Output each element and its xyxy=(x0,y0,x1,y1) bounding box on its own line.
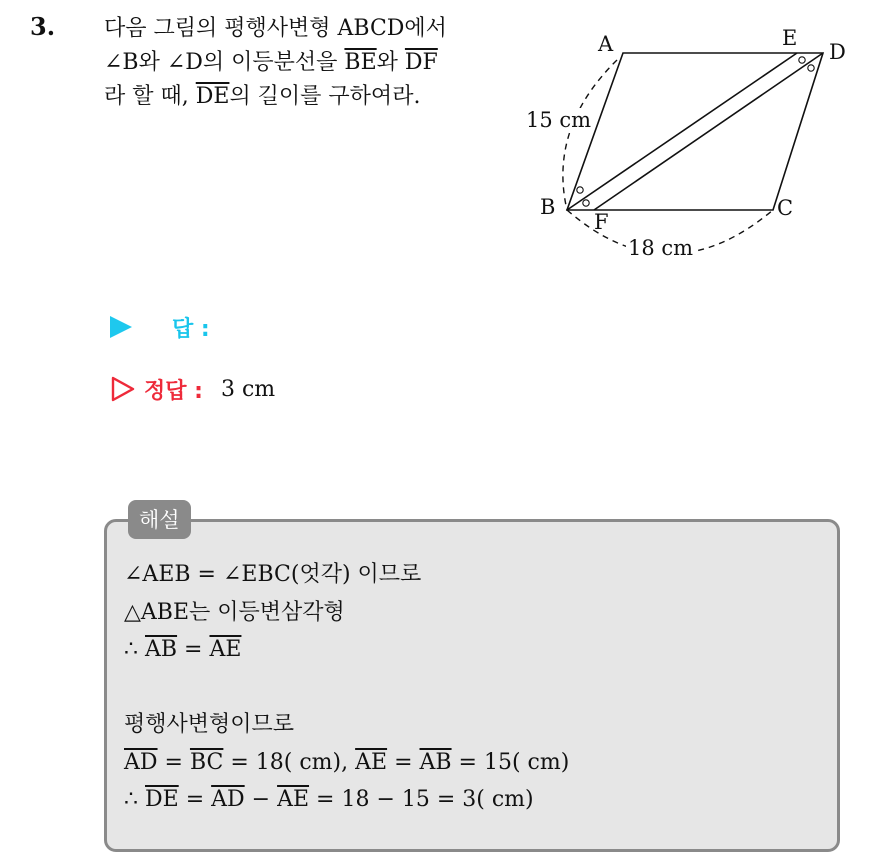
solution-line-2: △ABE는 이등변삼각형 xyxy=(124,599,345,625)
solution-text-span: = xyxy=(157,749,190,775)
correct-answer-value: 3 cm xyxy=(220,376,276,402)
question-line-2 xyxy=(104,46,514,80)
segment-ab: $\overline{AB}$ xyxy=(145,637,178,662)
question-line-1: 다음 그림의 평행사변형 ABCD에서 xyxy=(104,16,447,41)
correct-answer-row xyxy=(110,372,275,406)
solution-blank-line xyxy=(124,669,569,707)
solution-text-span: − xyxy=(244,787,278,812)
solution-text-span: = 15( cm) xyxy=(451,749,570,775)
vertex-b-label: B xyxy=(540,195,556,219)
parallelogram-figure xyxy=(518,18,858,270)
solution-text-span: = xyxy=(387,749,420,775)
solution-text xyxy=(124,556,569,819)
parallelogram-diagram xyxy=(518,18,858,270)
solution-line-5 xyxy=(124,744,569,782)
side-ab-length: 15 cm xyxy=(526,108,592,132)
vertex-d-label: D xyxy=(829,40,846,64)
question-text-span: 라 할 때, xyxy=(104,84,196,109)
question-line-3 xyxy=(104,80,514,114)
solution-text-span: ∴ xyxy=(124,787,145,812)
solution-line-4: 평행사변형이므로 xyxy=(124,712,295,737)
solution-line-1: ∠AEB = ∠EBC(엇각) 이므로 xyxy=(124,562,422,587)
segment-bc: $\overline{BC}$ xyxy=(189,749,224,775)
solution-tab: 해설 xyxy=(128,500,191,539)
angle-mark-d1 xyxy=(799,57,805,63)
outline-arrow-icon xyxy=(110,376,136,402)
solution-text-span: = 18 − 15 = 3( cm) xyxy=(309,787,534,812)
question-number: 3. xyxy=(30,12,56,41)
bisector-df xyxy=(594,53,823,210)
answer-row xyxy=(110,310,210,344)
segment-ab: $\overline{AB}$ xyxy=(419,749,452,775)
play-arrow-icon xyxy=(110,316,132,338)
vertex-a-label: A xyxy=(598,32,614,56)
segment-be: $\overline{BE}$ xyxy=(344,50,377,75)
question-text-span: ∠B와 ∠D의 이등분선을 xyxy=(104,50,345,75)
segment-df: $\overline{DF}$ xyxy=(404,50,438,75)
solution-text-span: ∴ xyxy=(124,637,145,662)
parallelogram-abcd xyxy=(567,53,823,210)
solution-text-span: = xyxy=(178,787,212,812)
solution-text-span: = 18( cm), xyxy=(223,749,356,775)
answer-label: 답 : xyxy=(172,316,210,342)
segment-de: $\overline{DE}$ xyxy=(195,84,230,109)
segment-ad: $\overline{AD}$ xyxy=(211,787,245,812)
segment-ad: $\overline{AD}$ xyxy=(124,749,158,775)
solution-text-span: = xyxy=(177,637,210,662)
angle-mark-d2 xyxy=(808,65,814,71)
angle-mark-b1 xyxy=(577,187,583,193)
segment-ae: $\overline{AE}$ xyxy=(355,749,388,775)
question-text-span: 와 xyxy=(376,50,405,75)
vertex-f-label: F xyxy=(594,210,609,234)
vertex-e-label: E xyxy=(782,26,798,50)
solution-line-6 xyxy=(124,781,569,819)
correct-answer-label: 정답 : xyxy=(144,378,203,404)
question-text xyxy=(104,12,514,114)
solution-line-3 xyxy=(124,631,569,669)
angle-mark-b2 xyxy=(583,200,589,206)
question-text-span: 의 길이를 구하여라. xyxy=(229,84,421,109)
segment-de: $\overline{DE}$ xyxy=(145,787,179,812)
dashed-arc-ab xyxy=(563,60,617,210)
segment-ae: $\overline{AE}$ xyxy=(209,637,242,662)
vertex-c-label: C xyxy=(777,196,794,220)
side-bc-length: 18 cm xyxy=(628,236,694,260)
segment-ae: $\overline{AE}$ xyxy=(277,787,310,812)
